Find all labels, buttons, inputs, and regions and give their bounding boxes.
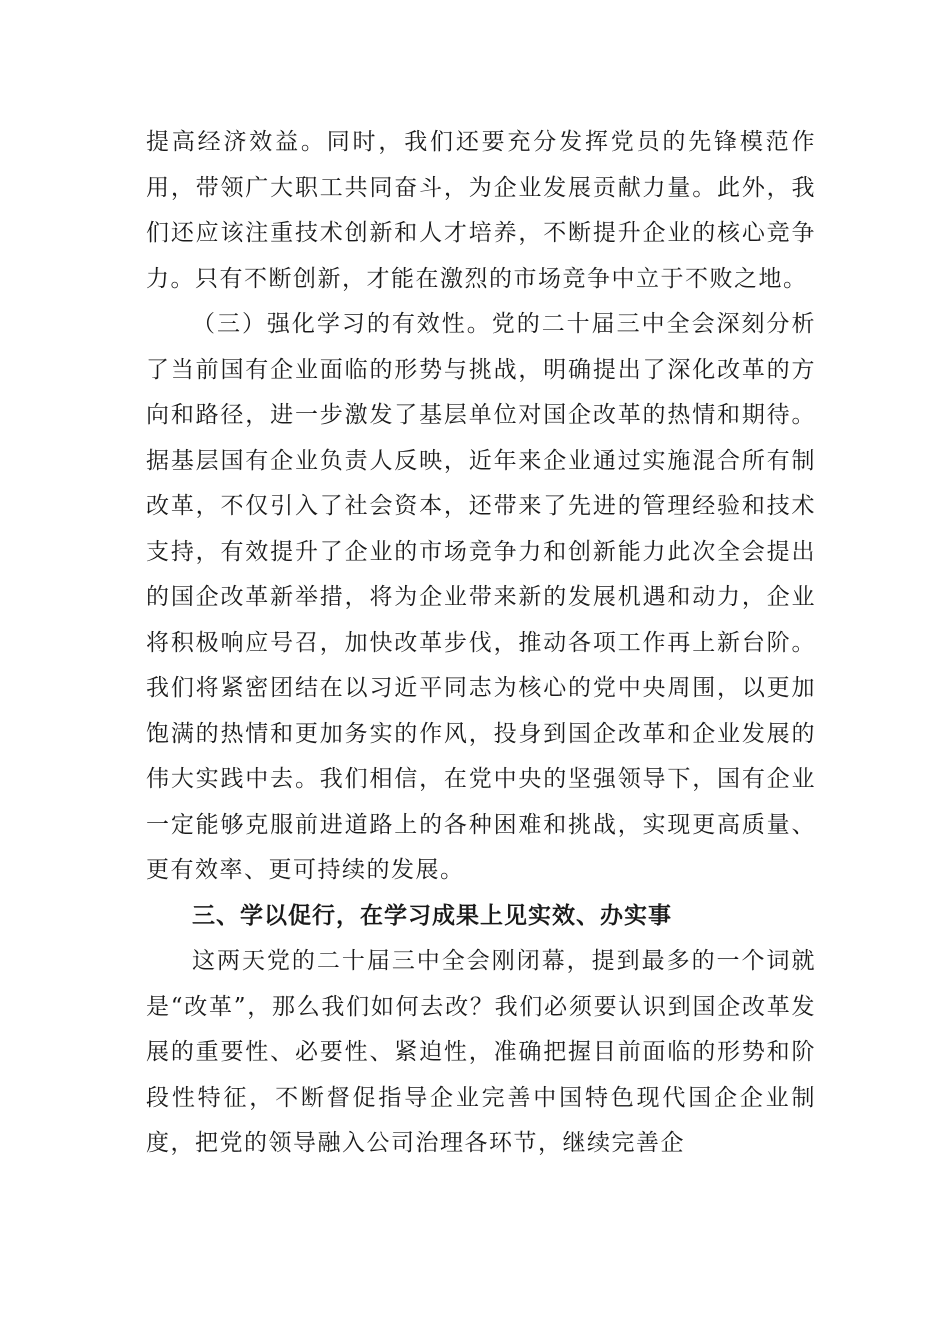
section-heading-three: 三、学以促行，在学习成果上见实效、办实事 bbox=[192, 902, 672, 929]
paragraph-continuation: 提高经济效益。同时，我们还要充分发挥党员的先锋模范作用，带领广大职工共同奋斗，为企业发展贡献力量。此外，我们还应该注重技术创新和人才培养，不断提升企业的核心竞争力。只有不断创新，才能在激烈的市场竞争中立于不败之地。 bbox=[146, 129, 816, 292]
paragraph-reform-discussion: 这两天党的二十届三中全会刚闭幕，提到最多的一个词就是“改革”，那么我们如何去改？我们必须要认识到国企改革发展的重要性、必要性、紧迫性，准确把握目前面临的形势和阶段性特征，不断督促指导企业完善中国特色现代国企企业制度，把党的领导融入公司治理各环节，继续完善企 bbox=[146, 948, 816, 1156]
document-body bbox=[146, 120, 816, 1167]
paragraph-section-three-strengthen-learning: （三）强化学习的有效性。党的二十届三中全会深刻分析了当前国有企业面临的形势与挑战，明确提出了深化改革的方向和路径，进一步激发了基层单位对国企改革的热情和期待。据基层国有企业负责人反映，近年来企业通过实施混合所有制改革，不仅引入了社会资本，还带来了先进的管理经验和技术支持，有效提升了企业的市场竞争力和创新能力此次全会提出的国企改革新举措，将为企业带来新的发展机遇和动力，企业将积极响应号召，加快改革步伐，推动各项工作再上新台阶。我们将紧密团结在以习近平同志为核心的党中央周围，以更加饱满的热情和更加务实的作风，投身到国企改革和企业发展的伟大实践中去。我们相信，在党中央的坚强领导下，国有企业一定能够克服前进道路上的各种困难和挑战，实现更高质量、更有效率、更可持续的发展。 bbox=[146, 311, 816, 883]
